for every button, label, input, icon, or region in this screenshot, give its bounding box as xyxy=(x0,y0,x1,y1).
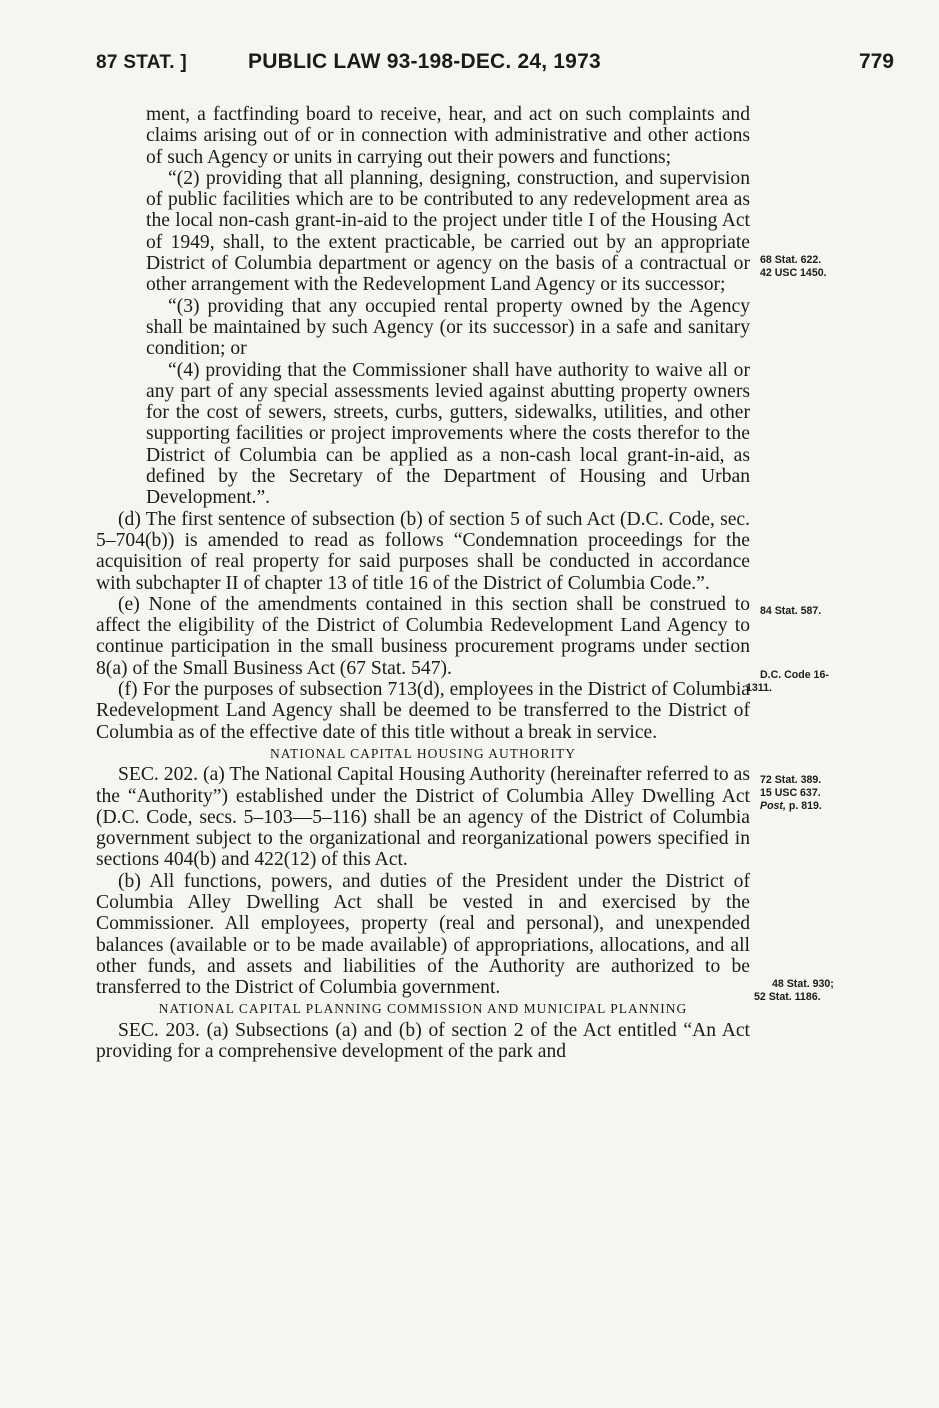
margin-note-small-business xyxy=(760,774,822,813)
paragraph-item-3: “(3) providing that any occupied rental property owned by the Agency shall be maintained by such Agency (or its successor) in a safe and sanitary condition; or xyxy=(146,295,750,360)
margin-note-page-ref: p. 819. xyxy=(785,800,822,812)
page-header xyxy=(96,50,894,78)
margin-note-line: 15 USC 637. xyxy=(760,787,821,799)
section-heading-housing-authority: NATIONAL CAPITAL HOUSING AUTHORITY xyxy=(269,745,577,761)
paragraph-subsection-f: (f) For the purposes of subsection 713(d), employees in the District of Columbia Redevelopment Land Agency shall be deemed to be transferred to the District of Columbia as of the effective date of this title without a break in service. xyxy=(96,679,750,743)
sec-203-a-text: (a) Subsections (a) and (b) of section 2 of the Act entitled “An Act providing for a comprehensive development of the park and xyxy=(96,1019,750,1063)
paragraph-sec-202-b: (b) All functions, powers, and duties of the President under the District of Columbia Alley Dwelling Act shall be vested in and exercised by the Commissioner. All employees, property (real and personal), and unexpended balances (available or to be made available) of appropriations, allocations, and all other funds, and assets and liabilities of the Authority are authorized to be transferred to the District of Columbia government. xyxy=(96,870,750,999)
page-number: 779 xyxy=(858,50,894,73)
margin-note-line: 84 Stat. 587. xyxy=(760,605,822,617)
paragraph-sec-203-a xyxy=(96,1020,750,1063)
margin-note-line xyxy=(760,800,822,813)
section-heading-planning-commission: NATIONAL CAPITAL PLANNING COMMISSION AND MUNICIPAL PLANNING xyxy=(158,1001,688,1017)
header-law-title: PUBLIC LAW 93-198-DEC. 24, 1973 xyxy=(248,50,601,73)
margin-note-post: Post, xyxy=(760,800,786,812)
paragraph-item-2: “(2) providing that all planning, designing, construction, and supervision of public facilities which are to be contributed to any redevelopment area as the local non-cash grant-in-aid to the project under title I of the Housing Act of 1949, shall, to the extent practicable, be carried out by an appropriate District of Columbia department or agency on the basis of a contractual or other arrangement with the Redevelopment Land Agency or its successor; xyxy=(146,167,750,296)
sec-202-label: SEC. 202. xyxy=(118,764,199,786)
document-body xyxy=(96,104,750,1062)
margin-note-line: 1311. xyxy=(746,682,772,694)
margin-note-condemnation xyxy=(760,605,821,618)
margin-note-line: D.C. Code 16- xyxy=(760,669,829,681)
paragraph-sec-202-a xyxy=(96,764,750,870)
header-stat-reference: 87 STAT. ] xyxy=(96,52,187,73)
margin-note-line: 72 Stat. 389. xyxy=(760,774,822,786)
sec-203-label: SEC. 203. xyxy=(118,1019,200,1041)
paragraph-item-4: “(4) providing that the Commissioner shall have authority to waive all or any part of any special assessments levied against abutting property owners for the cost of sewers, streets, curbs, gutters, sidewalks, utilities, and other supporting facilities or project improvements where the costs therefor to the District of Columbia can be applied as a non-cash local grant-in-aid, as defined by the Secretary of the Department of Housing and Urban Development.”. xyxy=(146,359,750,509)
margin-note-housing-act xyxy=(760,254,827,280)
paragraph-subsection-e: (e) None of the amendments contained in this section shall be construed to affect the eligibility of the District of Columbia Redevelopment Land Agency to continue participation in the small business procurement programs under section 8(a) of the Small Business Act (67 Stat. 547). xyxy=(96,593,750,679)
margin-note-line: 68 Stat. 622. xyxy=(760,254,822,266)
paragraph-subsection-d: (d) The first sentence of subsection (b) of section 5 of such Act (D.C. Code, sec. 5–704(b)) is amended to read as follows “Condemnation proceedings for the acquisition of real property for said purposes shall be conducted in accordance with subchapter II of chapter 13 of title 16 of the District of Columbia Code.”. xyxy=(96,508,750,594)
paragraph-continuation: ment, a factfinding board to receive, hear, and act on such complaints and claims arising out of or in connection with administrative and other actions of such Agency or units in carrying out their powers and functions; xyxy=(146,104,750,168)
margin-note-line: 52 Stat. 1186. xyxy=(754,991,821,1003)
sec-202-a-text: (a) The National Capital Housing Authority (hereinafter referred to as the “Authority”) established under the District of Columbia Alley Dwelling Act (D.C. Code, secs. 5–103—5–116) shall be an agency of the District of Columbia government subject to the organizational and reorganizational powers specified in sections 404(b) and 422(12) of this Act. xyxy=(96,764,750,871)
margin-note-alley-dwelling xyxy=(754,978,834,1004)
margin-note-dc-code xyxy=(746,669,829,695)
margin-note-line: 48 Stat. 930; xyxy=(772,978,834,990)
margin-note-line: 42 USC 1450. xyxy=(760,267,827,279)
